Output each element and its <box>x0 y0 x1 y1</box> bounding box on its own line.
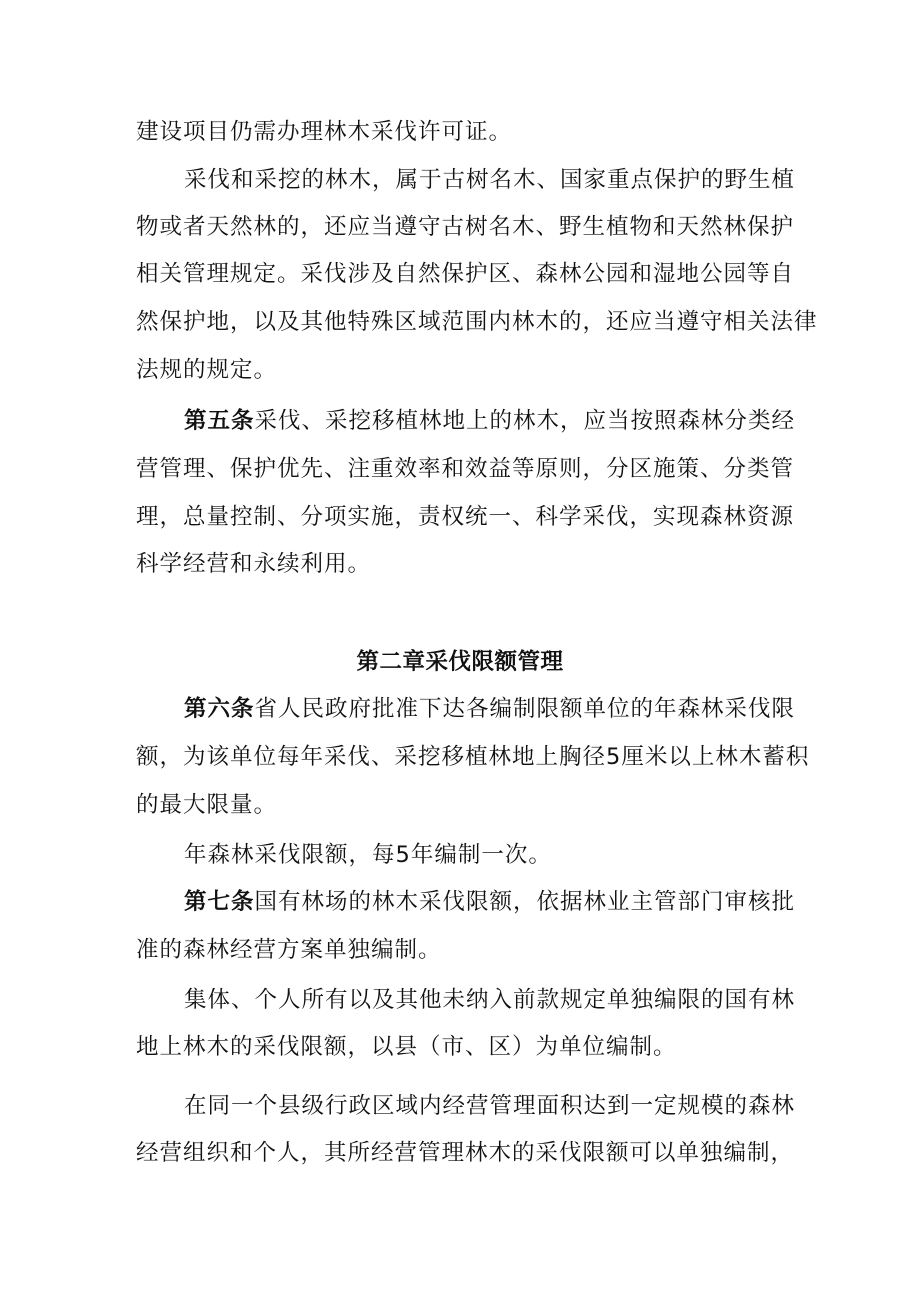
paragraph-line: 集体、个人所有以及其他未纳入前款规定单独编限的国有林 <box>184 987 796 1013</box>
paragraph-line: 经营组织和个人，其所经营管理林木的采伐限额可以单独编制， <box>136 1140 795 1166</box>
paragraph-line: 法规的规定。 <box>136 357 278 383</box>
paragraph-line <box>184 406 920 436</box>
paragraph-line: 然保护地，以及其他特殊区域范围内林木的，还应当遵守相关法律 <box>136 309 818 335</box>
paragraph-line: 科学经营和永续利用。 <box>136 551 372 577</box>
paragraph-line: 物或者天然林的，还应当遵守古树名木、野生植物和天然林保护 <box>136 214 795 240</box>
paragraph-line: 年森林采伐限额，每5年编制一次。 <box>184 842 552 868</box>
article-text: 采伐、采挖移植林地上的林木，应当按照森林分类经 <box>254 408 796 434</box>
paragraph-line: 建设项目仍需办理林木采伐许可证。 <box>136 119 513 145</box>
paragraph-line: 准的森林经营方案单独编制。 <box>136 937 442 963</box>
article-number: 第五条 <box>184 408 255 434</box>
article-number: 第六条 <box>184 696 255 722</box>
paragraph-line: 额，为该单位每年采伐、采挖移植林地上胸径5厘米以上林木蓄积 <box>136 744 810 770</box>
article-text: 国有林场的林木采伐限额，依据林业主管部门审核批 <box>254 889 796 915</box>
paragraph-line: 采伐和采挖的林木，属于古树名木、国家重点保护的野生植 <box>184 167 796 193</box>
paragraph-line: 在同一个县级行政区域内经营管理面积达到一定规模的森林 <box>184 1093 796 1119</box>
article-number: 第七条 <box>184 889 255 915</box>
paragraph-line: 相关管理规定。采伐涉及自然保护区、森林公园和湿地公园等自 <box>136 261 795 287</box>
paragraph-line: 理，总量控制、分项实施，责权统一、科学采伐，实现森林资源 <box>136 504 795 530</box>
paragraph-line <box>184 694 920 724</box>
paragraph-line: 营管理、保护优先、注重效率和效益等原则，分区施策、分类管 <box>136 456 795 482</box>
chapter-heading: 第二章采伐限额管理 <box>356 649 564 675</box>
paragraph-line <box>184 887 920 917</box>
paragraph-line: 地上林木的采伐限额，以县（市、区）为单位编制。 <box>136 1034 677 1060</box>
article-text: 省人民政府批准下达各编制限额单位的年森林采伐限 <box>254 696 796 722</box>
paragraph-line: 的最大限量。 <box>136 792 278 818</box>
